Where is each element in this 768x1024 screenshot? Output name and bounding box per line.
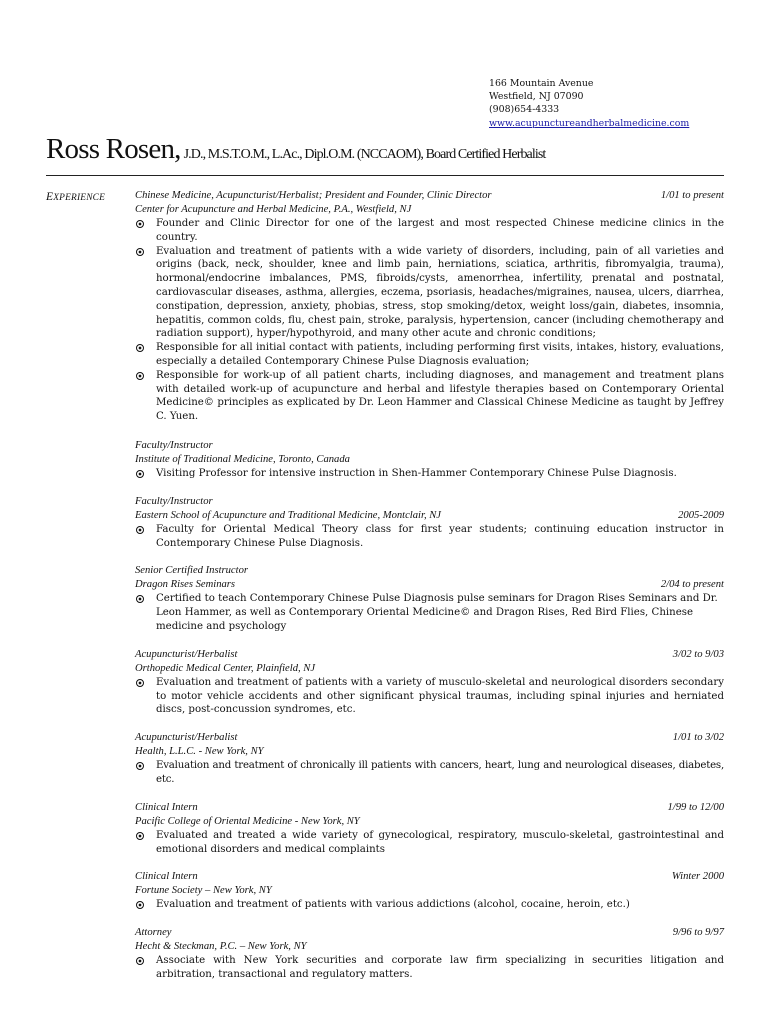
entry-role: Clinical Intern — [135, 801, 198, 813]
bullet-item: Responsible for work-up of all patient charts, including diagnoses, and management and treatment plans with detailed work-up of acupuncture and herbal and lifestyle therapies based on Contemporary Oriental Medicine© principles as explicated by Dr. Leon Hammer and Classical Chinese Medicine as taught by Jeffrey C. Yuen. — [135, 369, 724, 424]
website-link[interactable]: www.acupunctureandherbalmedicine.com — [489, 117, 690, 129]
experience-entry — [135, 870, 724, 912]
phone-number: (908)654-4333 — [489, 104, 560, 116]
bullet-icon — [136, 526, 144, 534]
entry-organization: Hecht & Steckman, P.C. – New York, NY — [135, 941, 307, 953]
entry-role: Acupuncturist/Herbalist — [135, 732, 238, 744]
bullet-item: Visiting Professor for intensive instruction in Shen-Hammer Contemporary Chinese Pulse Diagnosis. — [135, 467, 724, 481]
bullet-item: Evaluated and treated a wide variety of gynecological, respiratory, musculo-skeletal, gastrointestinal and emotional disorders and medical complaints — [135, 829, 724, 857]
entry-role: Clinical Intern — [135, 871, 198, 883]
experience-list — [135, 189, 724, 982]
bullet-item: Associate with New York securities and corporate law firm specializing in securities litigation and arbitration, transactional and regulatory matters. — [135, 954, 724, 982]
entry-organization: Eastern School of Acupuncture and Traditional Medicine, Montclair, NJ — [135, 509, 442, 521]
entry-date: Winter 2000 — [671, 871, 724, 883]
experience-entry — [135, 648, 724, 717]
bullet-icon — [136, 832, 144, 840]
bullet-item: Faculty for Oriental Medical Theory class for first year students; continuing education instructor in Contemporary Chinese Pulse Diagnosis. — [135, 523, 724, 551]
entry-organization: Institute of Traditional Medicine, Toronto, Canada — [135, 453, 350, 465]
address-street: 166 Mountain Avenue — [489, 78, 594, 89]
entry-date: 2/04 to present — [660, 579, 724, 591]
bullet-item: Certified to teach Contemporary Chinese Pulse Diagnosis pulse seminars for Dragon Rises Seminars and Dr. Leon Hammer, as well as Contemporary Oriental Medicine© and Dragon Rises, Red Bird Flies, Chinese medicine and psychology — [135, 592, 724, 633]
entry-date: 2005-2009 — [678, 509, 724, 521]
entry-organization: Fortune Society – New York, NY — [135, 885, 272, 897]
entry-organization: Dragon Rises Seminars — [135, 579, 236, 591]
bullet-item: Founder and Clinic Director for one of the largest and most respected Chinese medicine clinics in the country. — [135, 217, 724, 245]
experience-entry — [135, 926, 724, 982]
entry-role: Senior Certified Instructor — [135, 565, 248, 577]
experience-entry — [135, 564, 724, 633]
entry-role: Acupuncturist/Herbalist — [135, 648, 238, 660]
entry-role: Chinese Medicine, Acupuncturist/Herbalist; President and Founder, Clinic Director — [135, 190, 492, 201]
bullet-icon — [136, 595, 144, 603]
bullet-icon — [136, 957, 144, 965]
bullet-icon — [136, 220, 144, 228]
entry-organization: Orthopedic Medical Center, Plainfield, NJ — [135, 662, 316, 674]
entry-date: 3/02 to 9/03 — [672, 648, 724, 660]
entry-organization: Health, L.L.C. - New York, NY — [135, 746, 264, 758]
experience-entry — [135, 439, 724, 481]
name-header — [46, 133, 545, 166]
entry-role: Attorney — [135, 927, 172, 939]
entry-organization: Center for Acupuncture and Herbal Medicine, P.A., Westfield, NJ — [135, 204, 412, 215]
address-city: Westfield, NJ 07090 — [489, 91, 584, 103]
contact-block — [489, 77, 689, 130]
bullet-item: Evaluation and treatment of chronically ill patients with cancers, heart, lung and neurological diseases, diabetes, etc. — [135, 759, 724, 787]
experience-entry — [135, 189, 724, 424]
experience-entry — [135, 801, 724, 857]
bullet-icon — [136, 372, 144, 380]
bullet-item: Evaluation and treatment of patients with a wide variety of disorders, including, pain of all varieties and origins (back, neck, shoulder, knee and limb pain, herniations, sciatica, arthritis, fibromyalgia, trauma), hormonal/endocrine imbalances, PMS, fibroids/cysts, amenorrhea, infertility, prenatal and postnatal, cardiovascular diseases, asthma, allergies, eczema, psoriasis, headaches/migraines, nausea, ulcers, diarrhea, constipation, depression, anxiety, phobias, stress, stop smoking/detox, weight loss/gain, diabetes, insomnia, hepatitis, common colds, flu, chest pain, stroke, paralysis, hypertension, cancer (including chemotherapy and radiation support), hyper/hypothyroid, and many other acute and chronic conditions; — [135, 245, 724, 342]
bullet-item: Evaluation and treatment of patients with various addictions (alcohol, cocaine, heroin, etc.) — [135, 898, 724, 912]
section-heading-experience: EXPERIENCE — [46, 191, 106, 203]
bullet-item: Responsible for all initial contact with patients, including performing first visits, intakes, history, evaluations, especially a detailed Contemporary Chinese Pulse Diagnosis evaluation; — [135, 341, 724, 369]
bullet-icon — [136, 901, 144, 909]
entry-organization: Pacific College of Oriental Medicine - New York, NY — [135, 815, 360, 827]
entry-role: Faculty/Instructor — [135, 439, 213, 451]
bullet-icon — [136, 762, 144, 770]
header-divider — [46, 175, 724, 176]
bullet-icon — [136, 248, 144, 256]
experience-entry — [135, 731, 724, 787]
entry-role: Faculty/Instructor — [135, 495, 213, 507]
person-name: Ross Rosen, — [46, 133, 181, 165]
bullet-icon — [136, 679, 144, 687]
entry-date: 1/01 to 3/02 — [672, 732, 724, 744]
entry-date: 1/99 to 12/00 — [667, 801, 724, 813]
bullet-item: Evaluation and treatment of patients with a variety of musculo-skeletal and neurological disorders secondary to motor vehicle accidents and other significant physical traumas, including spinal injuries and herniated discs, post-concussion syndromes, etc. — [135, 676, 724, 717]
experience-entry — [135, 495, 724, 551]
entry-date: 9/96 to 9/97 — [672, 927, 724, 939]
bullet-icon — [136, 344, 144, 352]
credentials: J.D., M.S.T.O.M., L.Ac., Dipl.O.M. (NCCAOM), Board Certified Herbalist — [183, 147, 546, 162]
entry-date: 1/01 to present — [660, 190, 724, 201]
bullet-icon — [136, 470, 144, 478]
